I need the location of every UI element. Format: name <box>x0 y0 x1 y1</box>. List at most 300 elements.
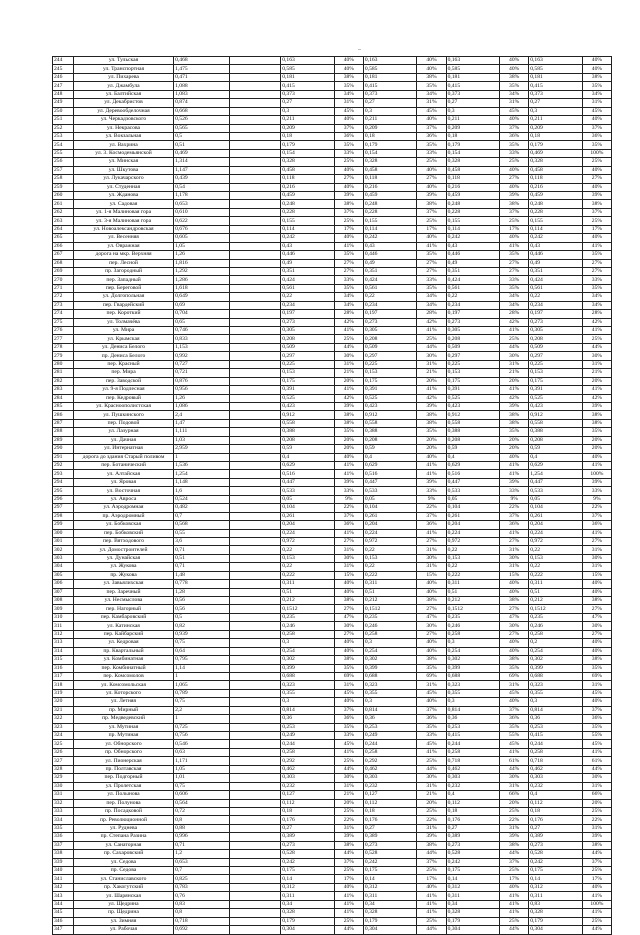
length-cell: 0,63 <box>174 748 230 756</box>
value-cell-2: 0,22 <box>363 293 417 301</box>
row-number-cell: 334 <box>53 816 74 824</box>
blank-cell <box>229 748 280 756</box>
value-cell-2: 0,34 <box>363 900 417 908</box>
percent-cell-2: 38% <box>417 841 446 849</box>
percent-cell-3: 36% <box>500 521 529 529</box>
percent-cell-4: 31% <box>582 99 611 107</box>
value-cell-2: 0,311 <box>363 892 417 900</box>
value-cell-4: 0,153 <box>529 369 583 377</box>
value-cell-1: 0,242 <box>281 234 335 242</box>
percent-cell-1: 20% <box>334 377 363 385</box>
value-cell-1: 0,05 <box>281 495 335 503</box>
row-number-cell: 275 <box>53 318 74 326</box>
blank-cell <box>229 99 280 107</box>
blank-cell <box>229 841 280 849</box>
length-cell: 0,75 <box>174 698 230 706</box>
percent-cell-1: 40% <box>334 453 363 461</box>
percent-cell-1: 15% <box>334 571 363 579</box>
table-row <box>53 116 612 124</box>
table-row <box>53 816 612 824</box>
value-cell-2: 0,3 <box>363 107 417 115</box>
value-cell-4: 0,3 <box>529 698 583 706</box>
value-cell-3: 0,175 <box>446 377 500 385</box>
percent-cell-1: 40% <box>334 65 363 73</box>
value-cell-2: 0,153 <box>363 369 417 377</box>
percent-cell-4: 35% <box>582 723 611 731</box>
table-row <box>53 597 612 605</box>
length-cell: 0,88 <box>174 824 230 832</box>
value-cell-1: 0,814 <box>281 706 335 714</box>
street-name-cell: ул. Дунайская <box>73 554 173 562</box>
percent-cell-4: 40% <box>582 65 611 73</box>
table-row <box>53 470 612 478</box>
percent-cell-3: 40% <box>500 647 529 655</box>
length-cell: 0,482 <box>174 504 230 512</box>
street-name-cell: пр. Квартальный <box>73 647 173 655</box>
value-cell-4: 0,446 <box>529 251 583 259</box>
value-cell-4: 0,242 <box>529 858 583 866</box>
value-cell-3: 0,516 <box>446 470 500 478</box>
table-row <box>53 664 612 672</box>
row-number-cell: 287 <box>53 419 74 427</box>
value-cell-3: 0,303 <box>446 774 500 782</box>
value-cell-3: 0,311 <box>446 580 500 588</box>
percent-cell-4: 38% <box>582 597 611 605</box>
percent-cell-3: 38% <box>500 200 529 208</box>
street-name-cell: ул. Несмыслова <box>73 597 173 605</box>
value-cell-3: 0,629 <box>446 462 500 470</box>
street-name-cell: ул. Пихарева <box>73 73 173 81</box>
table-row <box>53 276 612 284</box>
street-name-cell: ул. Пролетская <box>73 782 173 790</box>
value-cell-3: 0,561 <box>446 284 500 292</box>
blank-cell <box>229 183 280 191</box>
length-cell: 2,2 <box>174 706 230 714</box>
percent-cell-1: 45% <box>334 689 363 697</box>
value-cell-2: 0,3 <box>363 639 417 647</box>
value-cell-3: 0,208 <box>446 335 500 343</box>
row-number-cell: 346 <box>53 917 74 925</box>
percent-cell-3: 27% <box>500 175 529 183</box>
value-cell-4: 0,912 <box>529 411 583 419</box>
table-row <box>53 327 612 335</box>
value-cell-2: 0,249 <box>363 732 417 740</box>
percent-cell-2: 35% <box>417 428 446 436</box>
street-name-cell: ул. Станиславского <box>73 875 173 883</box>
blank-cell <box>229 858 280 866</box>
value-cell-2: 0,3 <box>363 698 417 706</box>
value-cell-2: 0,305 <box>363 327 417 335</box>
blank-cell <box>229 639 280 647</box>
value-cell-1: 0,208 <box>281 436 335 444</box>
street-name-cell: пер. Заречный <box>73 588 173 596</box>
blank-cell <box>229 504 280 512</box>
value-cell-3: 0,304 <box>446 926 500 934</box>
length-cell: 0,789 <box>174 689 230 697</box>
percent-cell-4: 100% <box>582 149 611 157</box>
percent-cell-3: 34% <box>500 90 529 98</box>
value-cell-4: 0,163 <box>529 57 583 65</box>
percent-cell-2: 40% <box>417 57 446 65</box>
percent-cell-2: 30% <box>417 622 446 630</box>
blank-cell <box>229 149 280 157</box>
percent-cell-2: 28% <box>417 310 446 318</box>
percent-cell-2: 40% <box>417 183 446 191</box>
percent-cell-2: 27% <box>417 605 446 613</box>
row-number-cell: 327 <box>53 757 74 765</box>
table-row <box>53 875 612 883</box>
street-name-cell: ул. Вахрина <box>73 141 173 149</box>
table-row <box>53 689 612 697</box>
value-cell-2: 0,447 <box>363 478 417 486</box>
table-row <box>53 740 612 748</box>
table-row <box>53 580 612 588</box>
percent-cell-3: 31% <box>500 360 529 368</box>
street-name-cell: ул. Аэродромная <box>73 504 173 512</box>
blank-cell <box>229 225 280 233</box>
table-row <box>53 90 612 98</box>
value-cell-2: 0,234 <box>363 301 417 309</box>
value-cell-1: 0,3 <box>281 107 335 115</box>
blank-cell <box>229 689 280 697</box>
percent-cell-1: 40% <box>334 647 363 655</box>
value-cell-4: 0,558 <box>529 419 583 427</box>
length-cell: 1,065 <box>174 681 230 689</box>
length-cell: 0,8 <box>174 909 230 917</box>
percent-cell-2: 41% <box>417 900 446 908</box>
street-name-cell: пр. Сахаровский <box>73 850 173 858</box>
percent-cell-1: 25% <box>334 217 363 225</box>
value-cell-3: 0,197 <box>446 310 500 318</box>
value-cell-1: 0,22 <box>281 563 335 571</box>
length-cell: 0,439 <box>174 175 230 183</box>
percent-cell-1: 38% <box>334 656 363 664</box>
street-name-cell: пер. Ботанический <box>73 462 173 470</box>
value-cell-2: 0,399 <box>363 664 417 672</box>
value-cell-1: 0,104 <box>281 504 335 512</box>
value-cell-4: 0,509 <box>529 343 583 351</box>
percent-cell-3: 40% <box>500 580 529 588</box>
value-cell-2: 0,328 <box>363 158 417 166</box>
street-name-cell: ул. Некрасова <box>73 124 173 132</box>
value-cell-4: 0,197 <box>529 310 583 318</box>
value-cell-3: 0,261 <box>446 512 500 520</box>
percent-cell-3: 40% <box>500 234 529 242</box>
value-cell-3: 0,225 <box>446 360 500 368</box>
row-number-cell: 254 <box>53 141 74 149</box>
value-cell-3: 0,273 <box>446 318 500 326</box>
row-number-cell: 320 <box>53 698 74 706</box>
table-row <box>53 613 612 621</box>
value-cell-1: 0,27 <box>281 824 335 832</box>
row-number-cell: 301 <box>53 537 74 545</box>
table-row <box>53 208 612 216</box>
value-cell-4: 0,528 <box>529 850 583 858</box>
value-cell-4: 0,83 <box>529 900 583 908</box>
percent-cell-1: 25% <box>334 867 363 875</box>
percent-cell-1: 31% <box>334 360 363 368</box>
table-row <box>53 445 612 453</box>
blank-cell <box>229 310 280 318</box>
row-number-cell: 323 <box>53 723 74 731</box>
table-row <box>53 850 612 858</box>
value-cell-4: 0,246 <box>529 622 583 630</box>
value-cell-1: 0,585 <box>281 65 335 73</box>
percent-cell-4: 40% <box>582 580 611 588</box>
blank-cell <box>229 580 280 588</box>
table-row <box>53 588 612 596</box>
value-cell-1: 0,34 <box>281 900 335 908</box>
row-number-cell: 313 <box>53 639 74 647</box>
table-row <box>53 267 612 275</box>
length-cell: 1,48 <box>174 571 230 579</box>
value-cell-4: 0,181 <box>529 73 583 81</box>
percent-cell-4: 39% <box>582 833 611 841</box>
value-cell-2: 0,248 <box>363 200 417 208</box>
blank-cell <box>229 833 280 841</box>
percent-cell-2: 33% <box>417 732 446 740</box>
row-number-cell: 288 <box>53 428 74 436</box>
value-cell-3: 0,222 <box>446 571 500 579</box>
street-name-cell: пр. Мирный <box>73 706 173 714</box>
percent-cell-3: 45% <box>500 740 529 748</box>
street-name-cell: ул. Седова <box>73 858 173 866</box>
row-number-cell: 308 <box>53 597 74 605</box>
value-cell-1: 0,224 <box>281 529 335 537</box>
value-cell-1: 0,399 <box>281 664 335 672</box>
table-row <box>53 909 612 917</box>
percent-cell-4: 40% <box>582 639 611 647</box>
value-cell-3: 0,458 <box>446 166 500 174</box>
percent-cell-3: 22% <box>500 504 529 512</box>
table-row <box>53 715 612 723</box>
value-cell-3: 0,179 <box>446 917 500 925</box>
road-data-table <box>52 56 612 935</box>
table-row <box>53 293 612 301</box>
value-cell-3: 0,163 <box>446 57 500 65</box>
percent-cell-2: 9% <box>417 495 446 503</box>
value-cell-4: 0,629 <box>529 462 583 470</box>
percent-cell-1: 44% <box>334 343 363 351</box>
percent-cell-2: 41% <box>417 386 446 394</box>
value-cell-3: 0,351 <box>446 267 500 275</box>
value-cell-4: 0,533 <box>529 487 583 495</box>
value-cell-1: 0,18 <box>281 807 335 815</box>
value-cell-1: 0,273 <box>281 318 335 326</box>
value-cell-1: 0,688 <box>281 672 335 680</box>
length-cell: 0,564 <box>174 799 230 807</box>
length-cell: 0,526 <box>174 116 230 124</box>
value-cell-3: 0,175 <box>446 867 500 875</box>
value-cell-4: 0,216 <box>529 183 583 191</box>
row-number-cell: 322 <box>53 715 74 723</box>
percent-cell-1: 27% <box>334 605 363 613</box>
table-row <box>53 158 612 166</box>
blank-cell <box>229 816 280 824</box>
value-cell-3: 0,312 <box>446 883 500 891</box>
percent-cell-2: 38% <box>417 200 446 208</box>
row-number-cell: 255 <box>53 149 74 157</box>
street-name-cell: ул. 9-я Подлесная <box>73 386 173 394</box>
percent-cell-3: 20% <box>500 377 529 385</box>
table-row <box>53 259 612 267</box>
value-cell-1: 0,355 <box>281 689 335 697</box>
blank-cell <box>229 554 280 562</box>
percent-cell-4: 37% <box>582 858 611 866</box>
table-row <box>53 402 612 410</box>
percent-cell-2: 35% <box>417 251 446 259</box>
street-name-cell: ул. Катинская <box>73 622 173 630</box>
row-number-cell: 246 <box>53 73 74 81</box>
value-cell-3: 0,459 <box>446 192 500 200</box>
blank-cell <box>229 377 280 385</box>
value-cell-1: 0,127 <box>281 791 335 799</box>
table-row <box>53 639 612 647</box>
value-cell-4: 0,3 <box>529 107 583 115</box>
percent-cell-2: 20% <box>417 377 446 385</box>
value-cell-3: 0,3 <box>446 639 500 647</box>
value-cell-4: 0,814 <box>529 706 583 714</box>
value-cell-1: 0,153 <box>281 369 335 377</box>
table-row <box>53 706 612 714</box>
percent-cell-2: 33% <box>417 487 446 495</box>
value-cell-4: 0,179 <box>529 917 583 925</box>
blank-cell <box>229 850 280 858</box>
percent-cell-4: 27% <box>582 267 611 275</box>
street-name-cell: ул. Пионерская <box>73 757 173 765</box>
blank-cell <box>229 521 280 529</box>
percent-cell-2: 27% <box>417 630 446 638</box>
percent-cell-1: 30% <box>334 622 363 630</box>
blank-cell <box>229 883 280 891</box>
value-cell-4: 0,208 <box>529 335 583 343</box>
table-row <box>53 748 612 756</box>
percent-cell-4: 36% <box>582 132 611 140</box>
percent-cell-4: 47% <box>582 613 611 621</box>
value-cell-3: 0,14 <box>446 875 500 883</box>
blank-cell <box>229 419 280 427</box>
header-mark: – <box>358 47 361 53</box>
value-cell-2: 0,153 <box>363 554 417 562</box>
length-cell: 0,82 <box>174 622 230 630</box>
value-cell-4: 0,51 <box>529 588 583 596</box>
value-cell-4: 0,391 <box>529 386 583 394</box>
percent-cell-1: 41% <box>334 909 363 917</box>
row-number-cell: 259 <box>53 183 74 191</box>
length-cell: 0,568 <box>174 521 230 529</box>
length-cell: 0,8 <box>174 816 230 824</box>
percent-cell-4: 31% <box>582 360 611 368</box>
value-cell-2: 0,446 <box>363 251 417 259</box>
value-cell-2: 0,163 <box>363 57 417 65</box>
length-cell: 1,314 <box>174 158 230 166</box>
value-cell-2: 0,323 <box>363 681 417 689</box>
value-cell-2: 0,629 <box>363 462 417 470</box>
blank-cell <box>229 158 280 166</box>
length-cell: 0,653 <box>174 200 230 208</box>
value-cell-4: 0,27 <box>529 99 583 107</box>
value-cell-1: 0,211 <box>281 116 335 124</box>
percent-cell-4: 31% <box>582 824 611 832</box>
row-number-cell: 303 <box>53 554 74 562</box>
blank-cell <box>229 681 280 689</box>
percent-cell-1: 27% <box>334 630 363 638</box>
value-cell-4: 0,273 <box>529 318 583 326</box>
value-cell-4: 0,36 <box>529 715 583 723</box>
value-cell-3: 0,388 <box>446 428 500 436</box>
street-name-cell: пер. Лесной <box>73 259 173 267</box>
street-name-cell: ул. Руднева <box>73 824 173 832</box>
value-cell-4: 0,112 <box>529 799 583 807</box>
percent-cell-1: 27% <box>334 175 363 183</box>
length-cell: 0,833 <box>174 335 230 343</box>
value-cell-3: 0,216 <box>446 183 500 191</box>
row-number-cell: 289 <box>53 436 74 444</box>
value-cell-4: 0,228 <box>529 208 583 216</box>
row-number-cell: 285 <box>53 402 74 410</box>
table-row <box>53 672 612 680</box>
street-name-cell: ул. Летняя <box>73 698 173 706</box>
table-row <box>53 732 612 740</box>
percent-cell-2: 40% <box>417 639 446 647</box>
percent-cell-4: 40% <box>582 883 611 891</box>
table-row <box>53 65 612 73</box>
percent-cell-4: 37% <box>582 124 611 132</box>
value-cell-4: 0,323 <box>529 681 583 689</box>
table-row <box>53 107 612 115</box>
value-cell-3: 0,462 <box>446 765 500 773</box>
length-cell: 0,65 <box>174 318 230 326</box>
percent-cell-3: 61% <box>500 757 529 765</box>
value-cell-1: 0,629 <box>281 462 335 470</box>
percent-cell-1: 44% <box>334 926 363 934</box>
percent-cell-4: 20% <box>582 436 611 444</box>
percent-cell-1: 42% <box>334 394 363 402</box>
percent-cell-1: 20% <box>334 436 363 444</box>
value-cell-4: 0,208 <box>529 436 583 444</box>
value-cell-4: 0,415 <box>529 732 583 740</box>
street-name-cell: ул. Восточная <box>73 487 173 495</box>
table-row <box>53 757 612 765</box>
percent-cell-1: 40% <box>334 183 363 191</box>
value-cell-3: 0,34 <box>446 900 500 908</box>
value-cell-1: 0,204 <box>281 521 335 529</box>
percent-cell-4: 41% <box>582 327 611 335</box>
table-row <box>53 453 612 461</box>
percent-cell-1: 30% <box>334 554 363 562</box>
row-number-cell: 338 <box>53 850 74 858</box>
percent-cell-2: 34% <box>417 293 446 301</box>
row-number-cell: 331 <box>53 791 74 799</box>
percent-cell-1: 31% <box>334 824 363 832</box>
value-cell-3: 0,297 <box>446 352 500 360</box>
percent-cell-1: 39% <box>334 478 363 486</box>
length-cell: 0,704 <box>174 310 230 318</box>
blank-cell <box>229 765 280 773</box>
blank-cell <box>229 546 280 554</box>
value-cell-4: 0,462 <box>529 765 583 773</box>
percent-cell-2: 27% <box>417 259 446 267</box>
length-cell: 0,565 <box>174 124 230 132</box>
row-number-cell: 309 <box>53 605 74 613</box>
percent-cell-4: 40% <box>582 588 611 596</box>
blank-cell <box>229 141 280 149</box>
percent-cell-2: 42% <box>417 394 446 402</box>
row-number-cell: 293 <box>53 470 74 478</box>
percent-cell-3: 30% <box>500 352 529 360</box>
value-cell-2: 0,114 <box>363 225 417 233</box>
row-number-cell: 272 <box>53 293 74 301</box>
